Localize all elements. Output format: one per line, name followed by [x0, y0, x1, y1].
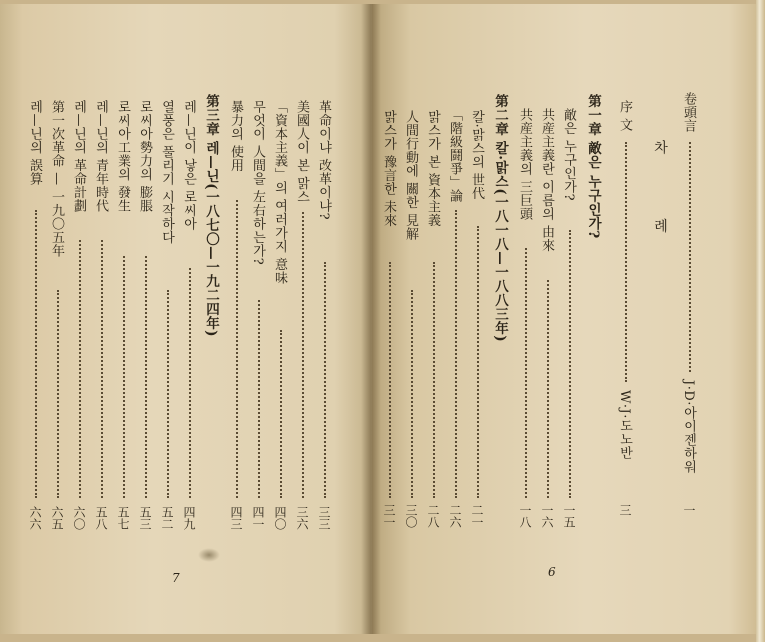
toc-entry-label: 「階級鬪爭」論	[447, 108, 462, 203]
toc-entry-label: 卷頭言	[681, 92, 696, 133]
toc-entry-label: 革命이냐 改革이냐?	[316, 100, 331, 221]
toc-page-number: 四九	[182, 506, 196, 530]
toc-page-number: 一八	[518, 504, 532, 528]
toc-page-number: 一	[682, 504, 696, 516]
toc-entry-label: 共産主義란 이름의 由來	[539, 108, 554, 253]
toc-entry-label: 무엇이 人間을 左右하는가?	[250, 100, 265, 266]
toc-leader-dots	[433, 262, 435, 498]
toc-leader-dots	[477, 226, 479, 498]
toc-entry-label: 칼·맑스의 世代	[469, 110, 484, 201]
toc-leader-dots	[569, 230, 571, 498]
chapter-heading: 第一章 敵은 누구인가?	[585, 94, 601, 239]
toc-title: 차 례	[652, 140, 668, 263]
toc-leader-dots	[324, 262, 326, 498]
toc-leader-dots	[189, 268, 191, 498]
toc-entry-label: 레—닌이 낳은 로씨아	[181, 100, 196, 231]
toc-entry-label: 로씨아勢力의 膨脹	[137, 100, 152, 213]
toc-entry-author: J·D·아이젠하워	[681, 380, 696, 474]
toc-entry-label: 맑스가 본 資本主義	[425, 110, 440, 228]
toc-page-number: 一五	[562, 504, 576, 528]
toc-page-number: 六五	[50, 506, 64, 530]
toc-page-number: 五二	[160, 506, 174, 530]
toc-entry-label: 열풍은 풀리기 시작하다	[159, 100, 174, 245]
toc-entry-label: 맑스가 豫言한 未來	[381, 110, 396, 228]
toc-leader-dots	[625, 142, 627, 382]
toc-entry-author: W·J·도노반	[617, 390, 632, 460]
toc-page-number: 四三	[229, 506, 243, 530]
toc-leader-dots	[389, 262, 391, 498]
ink-smudge	[198, 548, 220, 562]
right-page	[372, 4, 760, 634]
toc-entry-label: 레—닌의 革命計劃	[71, 100, 86, 213]
toc-entry-label: 共産主義의 三巨頭	[517, 108, 532, 221]
toc-page-number: 五七	[116, 506, 130, 530]
book-gutter	[361, 4, 381, 634]
toc-entry-label: 人間行動에 關한 見解	[403, 110, 418, 241]
toc-leader-dots	[236, 200, 238, 498]
chapter-heading: 第三章 레—닌(一八七〇—一九二四年)	[203, 94, 219, 337]
toc-entry-label: 敵은 누구인가?	[561, 108, 576, 202]
toc-page-number: 三三	[317, 506, 331, 530]
page-folio: 6	[548, 565, 556, 579]
toc-page-number: 六〇	[72, 506, 86, 530]
toc-page-number: 二六	[448, 504, 462, 528]
toc-leader-dots	[123, 256, 125, 498]
toc-leader-dots	[57, 290, 59, 498]
toc-page-number: 五八	[94, 506, 108, 530]
toc-leader-dots	[101, 240, 103, 498]
toc-page-number: 六六	[28, 506, 42, 530]
toc-leader-dots	[280, 330, 282, 498]
toc-entry-label: 暴力의 使用	[228, 100, 243, 173]
toc-page-number: 三六	[295, 506, 309, 530]
toc-leader-dots	[79, 240, 81, 498]
toc-leader-dots	[525, 248, 527, 498]
toc-page-number: 二八	[426, 504, 440, 528]
toc-page-number: 三一	[382, 504, 396, 528]
toc-page-number: 一六	[540, 504, 554, 528]
toc-leader-dots	[302, 212, 304, 498]
toc-leader-dots	[167, 290, 169, 498]
toc-entry-label: 레—닌의 青年時代	[93, 100, 108, 213]
toc-leader-dots	[547, 280, 549, 498]
toc-page-number: 三〇	[404, 504, 418, 528]
toc-entry-label: 第一次革命 — 一九〇五年	[49, 100, 64, 258]
toc-page-number: 五三	[138, 506, 152, 530]
toc-leader-dots	[455, 210, 457, 498]
toc-page-number: 四一	[251, 506, 265, 530]
toc-entry-label: 「資本主義」의 여러가지 意味	[272, 100, 287, 285]
page-edge	[756, 0, 765, 642]
toc-entry-label: 序 文	[617, 100, 632, 132]
toc-leader-dots	[411, 290, 413, 498]
toc-leader-dots	[35, 210, 37, 498]
toc-page-number: 四〇	[273, 506, 287, 530]
toc-leader-dots	[689, 142, 691, 372]
toc-entry-label: 레—닌의 誤算	[27, 100, 42, 186]
toc-page-number: 二一	[470, 504, 484, 528]
chapter-heading: 第二章 칼·맑스(一八一八—一八八三年)	[492, 94, 508, 343]
toc-leader-dots	[145, 256, 147, 498]
toc-leader-dots	[258, 300, 260, 498]
toc-entry-label: 美國人이 본 맑스	[294, 100, 309, 204]
toc-entry-label: 로씨아工業의 發生	[115, 100, 130, 213]
toc-page-number: 三	[618, 504, 632, 516]
page-folio: 7	[172, 571, 180, 585]
